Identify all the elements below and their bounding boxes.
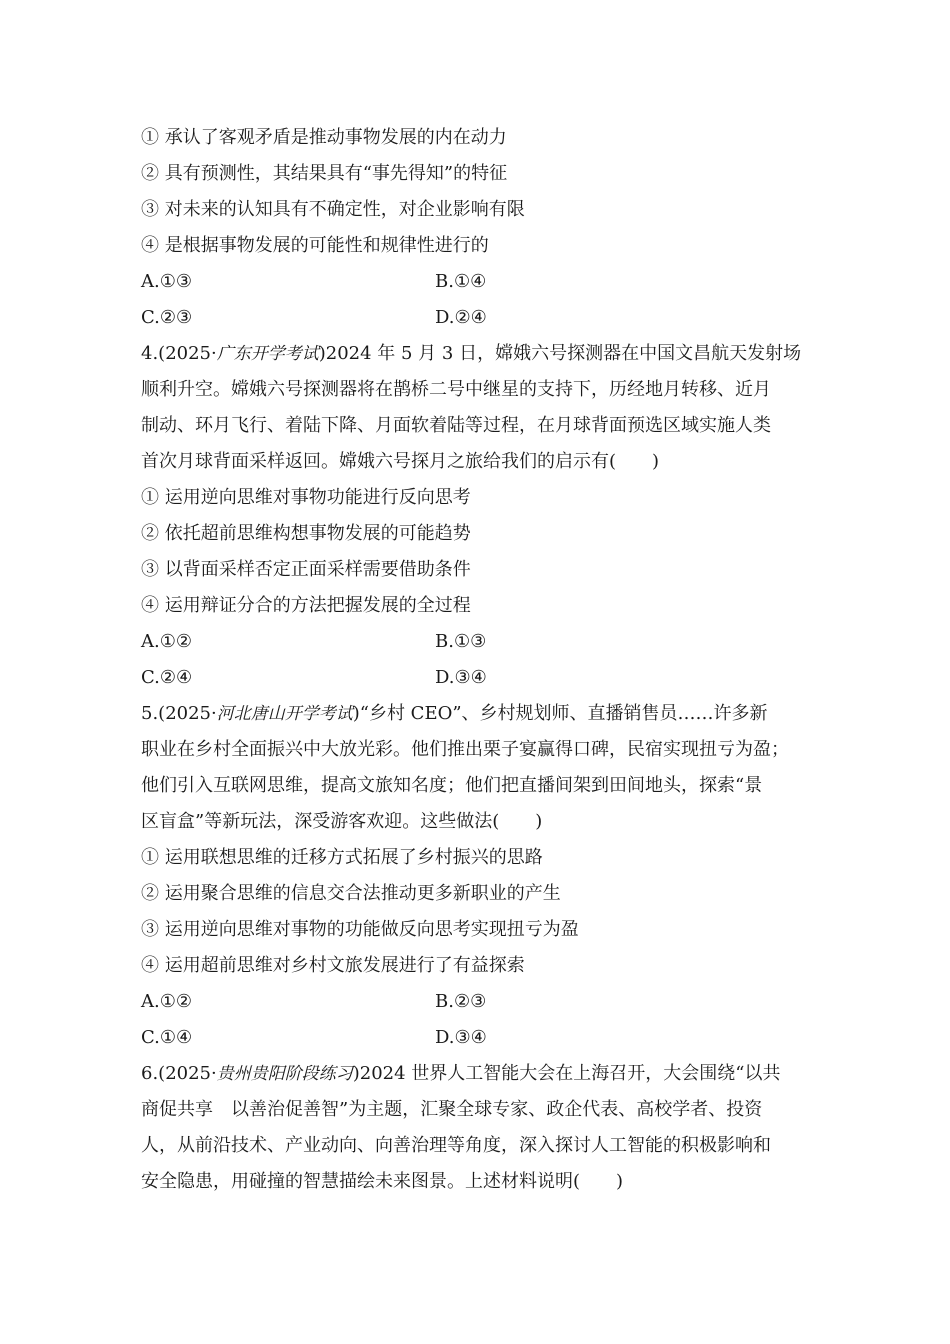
q4-stem-text-1: )2024 年 5 月 3 日，嫦娥六号探测器在中国文昌航天发射场 [318,343,802,364]
q4-option-2: ② 依托超前思维构想事物发展的可能趋势 [141,523,471,544]
q4-choice-a: A.①② [141,631,192,652]
q3-choices-row-1 [141,264,821,300]
q5-stem-line-4: 区盲盒”等新玩法，深受游客欢迎。这些做法( ) [141,811,543,832]
q3-choices-row-2 [141,300,821,336]
q5-choices-row-2 [141,1020,821,1056]
q4-choice-c: C.②④ [141,667,193,688]
q3-choice-c: C.②③ [141,307,193,328]
q4-option-4: ④ 运用辩证分合的方法把握发展的全过程 [141,595,471,616]
q5-option-1: ① 运用联想思维的迁移方式拓展了乡村振兴的思路 [141,847,543,868]
q4-choices-row-2 [141,660,821,696]
q4-stem-line-4: 首次月球背面采样返回。嫦娥六号探月之旅给我们的启示有( ) [141,451,660,472]
q5-choice-a: A.①② [141,991,192,1012]
q4-stem-line-1 [141,336,821,372]
q4-choice-d: D.③④ [435,667,487,688]
q6-stem-line-4: 安全隐患，用碰撞的智慧描绘未来图景。上述材料说明( ) [141,1171,624,1192]
q5-choices-row-1 [141,984,821,1020]
q5-option-4: ④ 运用超前思维对乡村文旅发展进行了有益探索 [141,955,525,976]
q3-option-4: ④ 是根据事物发展的可能性和规律性进行的 [141,235,489,256]
q4-option-1: ① 运用逆向思维对事物功能进行反向思考 [141,487,471,508]
q5-option-3: ③ 运用逆向思维对事物的功能做反向思考实现扭亏为盈 [141,919,579,940]
q6-stem-line-1 [141,1056,821,1092]
q6-source: 贵州贵阳阶段练习 [216,1064,353,1084]
q3-choice-a: A.①③ [141,271,192,292]
q4-stem-line-2: 顺利升空。嫦娥六号探测器将在鹊桥二号中继星的支持下，历经地月转移、近月 [141,379,771,400]
q5-stem-line-1 [141,696,821,732]
q5-stem-line-2: 职业在乡村全面振兴中大放光彩。他们推出栗子宴赢得口碑，民宿实现扭亏为盈； [141,739,789,760]
question-content [141,120,821,1200]
q5-choice-d: D.③④ [435,1027,487,1048]
q6-stem-text-1: )2024 世界人工智能大会在上海召开，大会围绕“以共 [352,1063,781,1084]
q5-choice-c: C.①④ [141,1027,193,1048]
q4-stem-line-3: 制动、环月飞行、着陆下降、月面软着陆等过程，在月球背面预选区域实施人类 [141,415,771,436]
q4-choice-b: B.①③ [435,631,487,652]
q6-stem-line-3: 人，从前沿技术、产业动向、向善治理等角度，深入探讨人工智能的积极影响和 [141,1135,771,1156]
q5-choice-b: B.②③ [435,991,487,1012]
q5-option-2: ② 运用聚合思维的信息交合法推动更多新职业的产生 [141,883,561,904]
q4-choices-row-1 [141,624,821,660]
q3-option-3: ③ 对未来的认知具有不确定性，对企业影响有限 [141,199,525,220]
q5-source: 河北唐山开学考试 [216,704,353,724]
q5-stem-line-3: 他们引入互联网思维，提高文旅知名度；他们把直播间架到田间地头，探索“景 [141,775,763,796]
q3-choice-d: D.②④ [435,307,487,328]
q4-source: 广东开学考试 [216,344,319,364]
q4-option-3: ③ 以背面采样否定正面采样需要借助条件 [141,559,471,580]
q3-option-1: ① 承认了客观矛盾是推动事物发展的内在动力 [141,127,507,148]
q5-stem-text-1: )“乡村 CEO”、乡村规划师、直播销售员……许多新 [352,703,768,724]
q5-number: 5.(2025· [141,703,217,724]
q3-choice-b: B.①④ [435,271,487,292]
q6-stem-line-2: 商促共享 以善治促善智”为主题，汇聚全球专家、政企代表、高校学者、投资 [141,1099,763,1120]
q4-number: 4.(2025· [141,343,217,364]
q3-option-2: ② 具有预测性，其结果具有“事先得知”的特征 [141,163,508,184]
q6-number: 6.(2025· [141,1063,217,1084]
